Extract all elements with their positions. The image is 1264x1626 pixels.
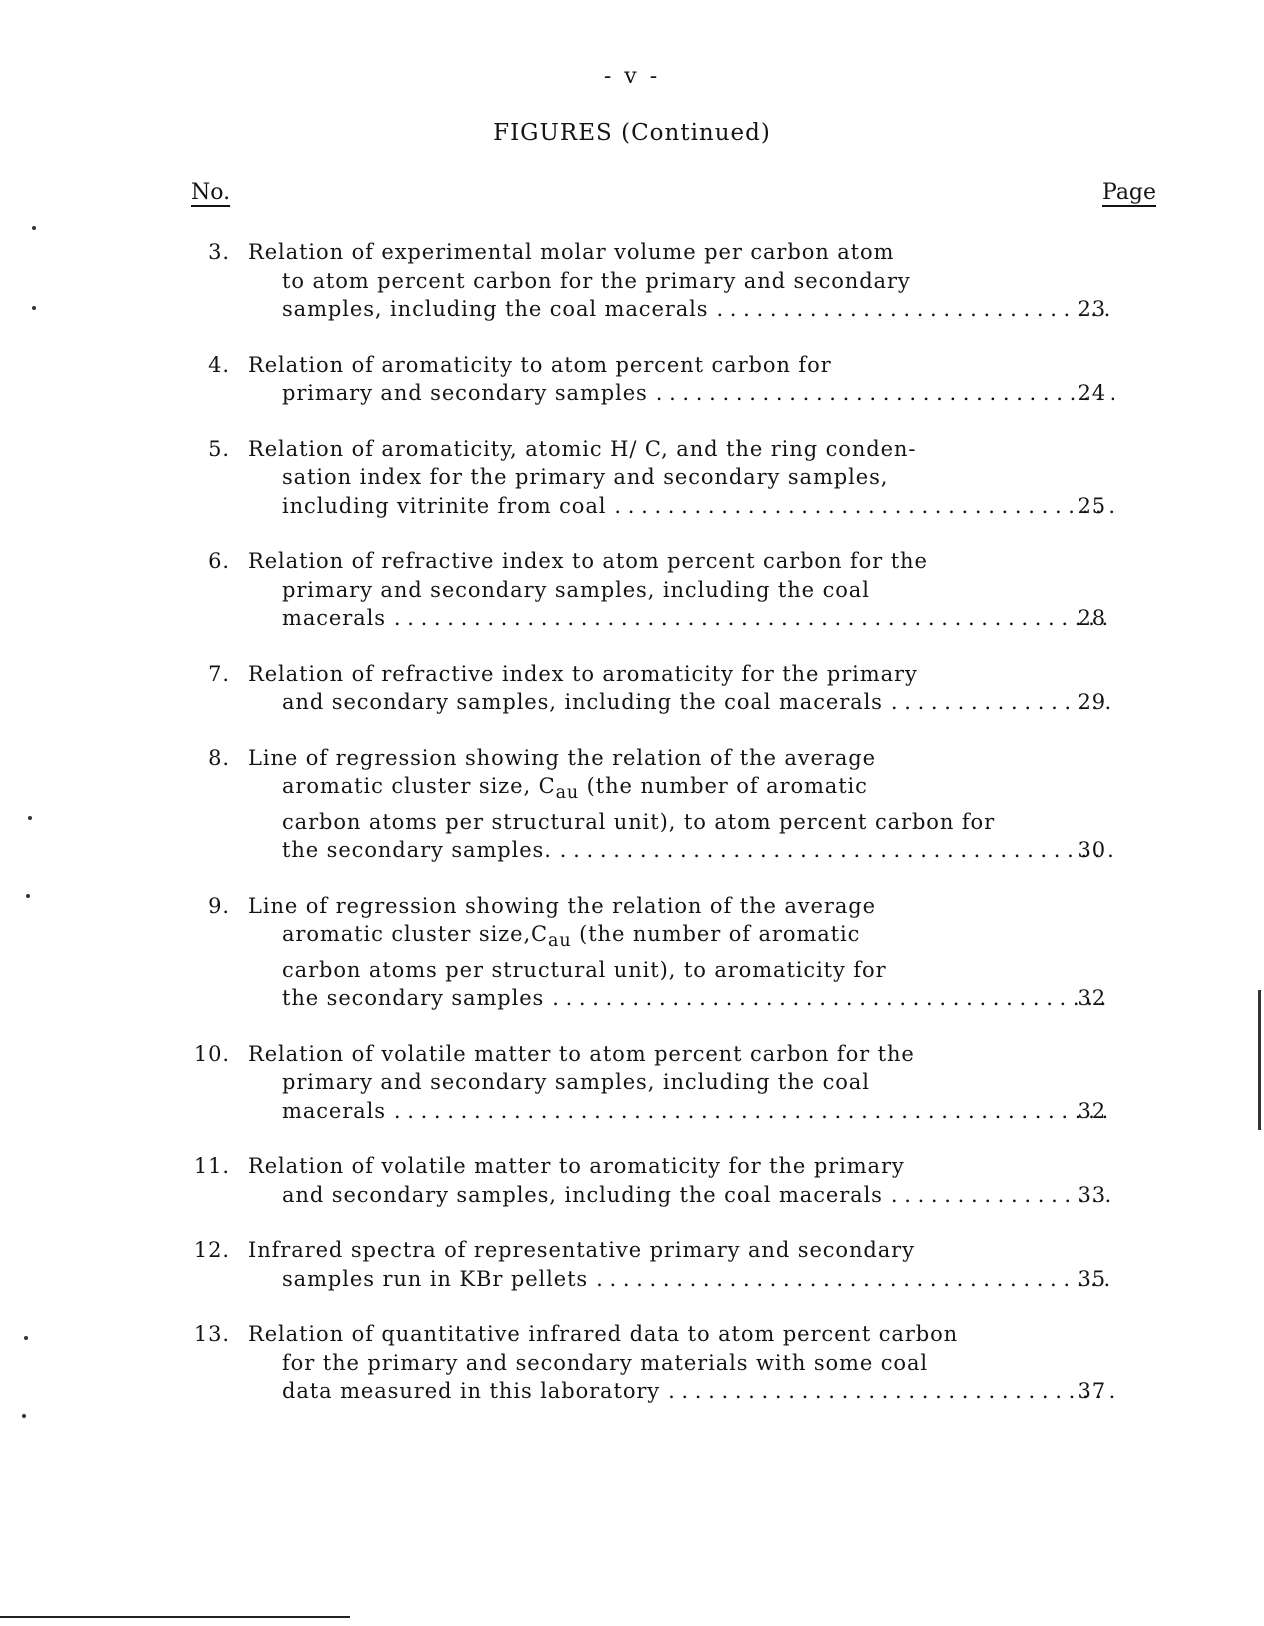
dot-leader <box>596 1265 1114 1294</box>
subscript-au: au <box>555 783 580 804</box>
page-ref: 25 <box>1077 493 1106 518</box>
figure-caption: Relation of aromaticity to atom percent carbon for primary and secondary samples . . . <box>248 351 1068 408</box>
figure-number: 6. <box>208 549 230 573</box>
scan-speck <box>32 226 36 230</box>
dot-leader <box>394 1097 1114 1126</box>
figure-entry-5 <box>170 435 1180 521</box>
figure-entry-9 <box>170 892 1180 1013</box>
figure-caption: Relation of aromaticity, atomic H/ C, and the ring conden- sation index for the primary and secondary samples, including vitrinite from coal . . . <box>248 435 1068 521</box>
page-ref: 33 <box>1077 1182 1106 1207</box>
dot-leader <box>560 836 1114 865</box>
figure-number: 12. <box>193 1238 230 1263</box>
page-ref: 30 <box>1077 838 1106 863</box>
figure-entry-11 <box>170 1152 1180 1209</box>
subscript-au: au <box>548 931 572 952</box>
page-number: - v - <box>603 64 661 89</box>
page-ref: 35 <box>1077 1266 1106 1291</box>
figure-entry-4 <box>170 351 1180 408</box>
page-ref: 24 <box>1077 381 1106 405</box>
page-ref: 23 <box>1077 297 1106 321</box>
dot-leader <box>656 379 1114 408</box>
figure-caption: Relation of volatile matter to atom percent carbon for the primary and secondary samples, including the coal macerals . . . <box>248 1040 1068 1126</box>
page-ref: 28 <box>1077 606 1106 630</box>
scan-speck <box>28 816 32 820</box>
figure-caption: Line of regression showing the relation of the average aromatic cluster $size,C_{au}$ (the number of aromatic carbon atoms per structural unit), to aromaticity for the secondary samples . . . <box>248 892 1068 1013</box>
figure-caption: Line of regression showing the relation of the average aromatic cluster size, $C_{au}$ (the number of aromatic carbon atoms per structural unit), to atom percent carbon for the secondary samples. . . . <box>248 744 1068 865</box>
scan-speck <box>22 1414 26 1418</box>
dot-leader <box>716 295 1114 324</box>
figure-number: 7. <box>208 661 230 686</box>
column-header-no: No. <box>191 180 231 205</box>
footer-rule <box>0 1616 350 1618</box>
column-header-page: Page <box>1102 180 1157 205</box>
dot-leader <box>552 984 1114 1013</box>
figure-number: 3. <box>208 240 230 264</box>
figure-entry-10 <box>170 1040 1180 1126</box>
figure-caption: Relation of volatile matter to aromaticity for the primary and secondary samples, including the coal macerals . . . <box>248 1152 1068 1209</box>
figure-caption: Infrared spectra of representative primary and secondary samples run in KBr pellets . . . <box>248 1236 1068 1293</box>
figure-caption: Relation of experimental molar volume per carbon atom to atom percent carbon for the primary and secondary samples, including the coal macerals . . . <box>248 238 1068 324</box>
figure-number: 9. <box>208 893 230 918</box>
figure-number: 5. <box>208 436 230 461</box>
scan-speck <box>26 894 30 898</box>
figure-number: 10. <box>193 1041 230 1066</box>
dot-leader <box>668 1377 1114 1406</box>
figure-entry-12 <box>170 1236 1180 1293</box>
figure-number: 8. <box>208 745 230 770</box>
figure-entry-6 <box>170 547 1180 633</box>
figure-caption: Relation of quantitative infrared data to atom percent carbon for the primary and secondary materials with some coal data measured in this laboratory . . . <box>248 1320 1068 1406</box>
figure-caption: Relation of refractive index to atom percent carbon for the primary and secondary samples, including the coal macerals . . . <box>248 547 1068 633</box>
figure-list <box>170 238 1180 1433</box>
page-ref: 32 <box>1077 986 1106 1011</box>
figure-entry-3 <box>170 238 1180 324</box>
scan-speck <box>24 1336 28 1340</box>
page-ref: 29 <box>1077 690 1106 714</box>
page-ref: 37 <box>1077 1379 1106 1404</box>
figure-entry-13 <box>170 1320 1180 1406</box>
figure-caption: Relation of refractive index to aromaticity for the primary and secondary samples, including the coal macerals . . . <box>248 660 1068 717</box>
page-title: FIGURES (Continued) <box>493 120 771 146</box>
scan-edge-mark <box>1258 990 1261 1130</box>
figure-entry-8 <box>170 744 1180 865</box>
figure-number: 13. <box>193 1322 230 1347</box>
figure-number: 11. <box>193 1154 230 1179</box>
page-ref: 32 <box>1077 1098 1106 1123</box>
figure-entry-7 <box>170 660 1180 717</box>
figure-number: 4. <box>208 352 230 377</box>
scan-speck <box>32 306 36 310</box>
dot-leader <box>614 492 1114 521</box>
dot-leader <box>394 604 1114 633</box>
